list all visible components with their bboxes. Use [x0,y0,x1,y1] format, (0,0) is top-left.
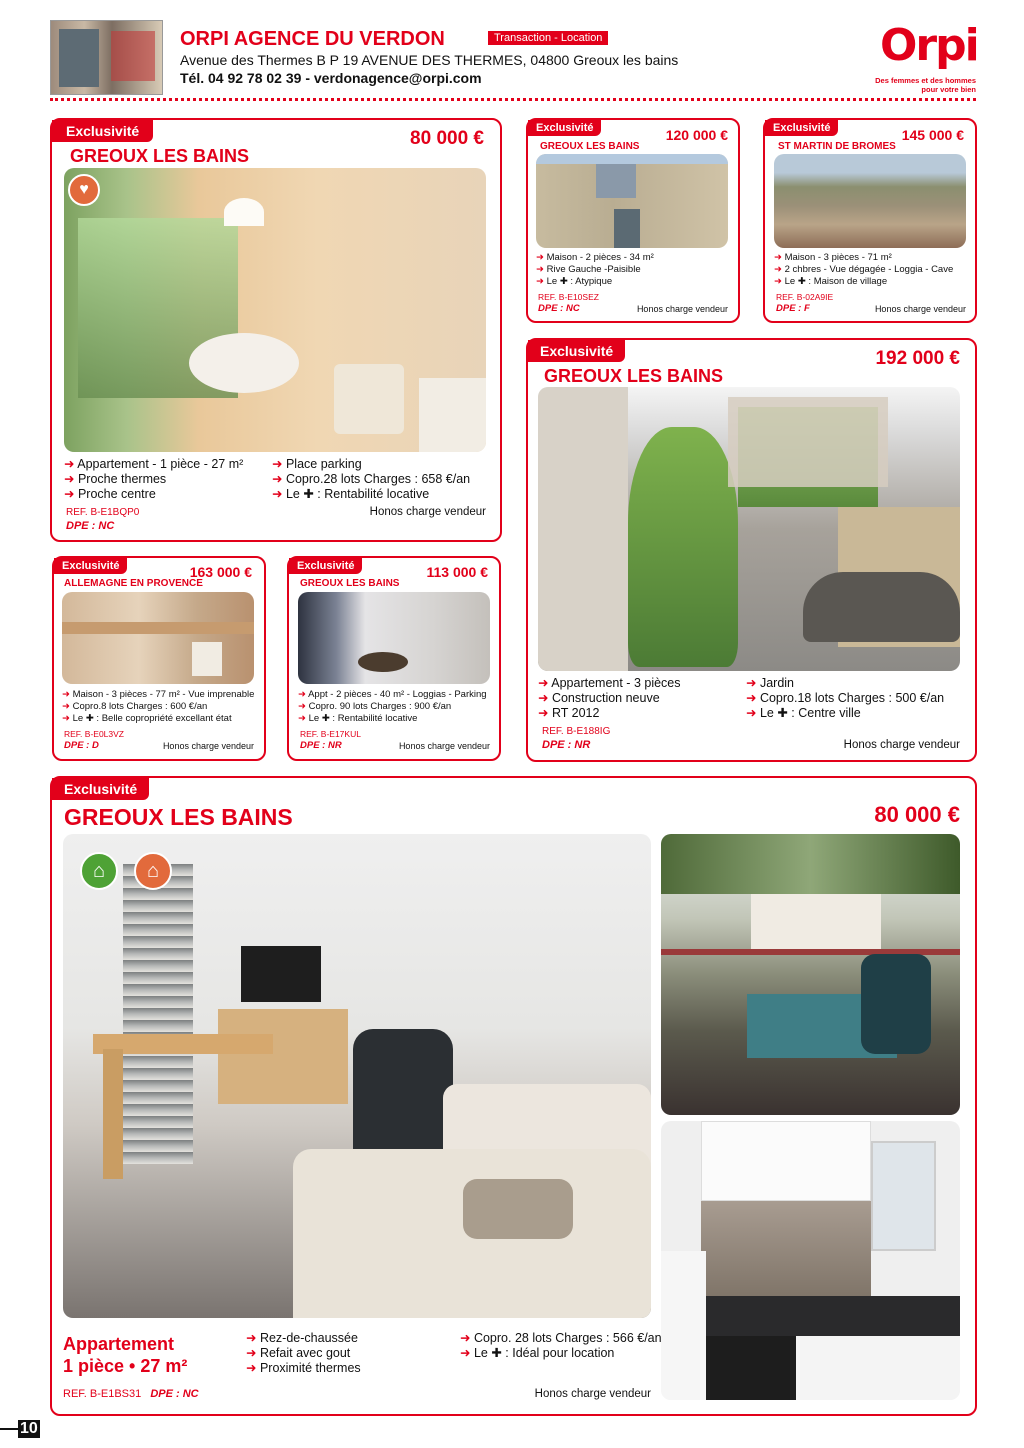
agency-name: ORPI AGENCE DU VERDON [180,28,445,50]
dotted-divider [50,98,976,101]
orpi-logo: Orpi [880,20,978,71]
exclusivity-badge: Exclusivité [528,340,625,362]
listing-features-mid: ➜ Rez-de-chaussée ➜ Refait avec gout ➜ Proximité thermes [246,1331,361,1376]
listing-features: ➜ Maison - 3 pièces - 71 m² ➜ 2 chbres - Vue dégagée - Loggia - Cave ➜ Le ✚ : Maison de village [774,252,953,288]
listing-features-right: ➜ Place parking ➜ Copro.28 lots Charges : 658 €/an ➜ Le ✚ : Rentabilité locative [272,457,470,502]
listing-fees: Honos charge vendeur [398,741,490,751]
energy-house-icon: ⌂ [80,852,118,890]
listing-price: 80 000 € [874,802,960,827]
listing-dpe: DPE : NC [538,303,580,314]
exclusivity-badge: Exclusivité [289,558,362,574]
exclusivity-badge: Exclusivité [52,778,149,800]
listing-price: 120 000 € [665,127,728,143]
listing-dpe: DPE : F [776,303,810,314]
listing-ref: REF. B-E17KUL [300,729,361,739]
listing-ref-row [63,1388,199,1400]
listing-price: 80 000 € [410,128,484,149]
listing-fees: Honos charge vendeur [534,1388,651,1400]
listing-photo-kitchen [661,1121,960,1400]
listing-fees: Honos charge vendeur [874,304,966,314]
listing-ref: REF. B-02A9IE [776,292,834,302]
listing-photo [298,592,490,684]
listing-photo-balcony [661,834,960,1115]
listing-price: 113 000 € [426,564,488,580]
exclusivity-badge: Exclusivité [52,120,153,142]
listing-fees: Honos charge vendeur [843,739,960,751]
listing-photo [62,592,254,684]
agency-contact: Tél. 04 92 78 02 39 - verdonagence@orpi.com [180,70,482,86]
page-number-line [0,1428,20,1430]
listing-city: GREOUX LES BAINS [300,578,400,589]
listing-ref: REF. B-E10SEZ [538,292,599,302]
listing-ref: REF. B-E1BQP0 [66,507,140,518]
orpi-slogan: Des femmes et des hommes pour votre bien [875,76,976,94]
listing-features: ➜ Maison - 3 pièces - 77 m² - Vue imprenable ➜ Copro.8 lots Charges : 600 €/an ➜ Le ✚ : Belle copropriété excellant état [62,689,254,725]
listing-city: ST MARTIN DE BROMES [778,141,896,152]
exclusivity-badge: Exclusivité [765,120,838,136]
listing-city: GREOUX LES BAINS [544,366,724,386]
listing-photo [774,154,966,248]
listing-fees: Honos charge vendeur [369,506,486,518]
listing-dpe: DPE : NR [542,739,591,751]
listing-city: GREOUX LES BAINS [70,146,250,166]
listing-price: 145 000 € [901,127,964,143]
listing-features-left: ➜ Appartement - 1 pièce - 27 m² ➜ Proche thermes ➜ Proche centre [64,457,243,502]
listing-photo [538,387,960,671]
agency-address: Avenue des Thermes B P 19 AVENUE DES THERMES, 04800 Greoux les bains [180,52,679,68]
listing-photo [536,154,728,248]
listing-dpe: DPE : D [64,740,99,751]
listing-features: ➜ Maison - 2 pièces - 34 m² ➜ Rive Gauche -Paisible ➜ Le ✚ : Atypique [536,252,654,288]
listing-features-right: ➜ Jardin ➜ Copro.18 lots Charges : 500 €/an ➜ Le ✚ : Centre ville [746,676,944,721]
listing-city: GREOUX LES BAINS [64,804,293,830]
listing-photo [64,168,486,452]
listing-city: ALLEMAGNE EN PROVENCE [64,578,203,589]
exclusivity-badge: Exclusivité [54,558,127,574]
energy-heart-icon: ⌂ [134,852,172,890]
listing-fees: Honos charge vendeur [162,741,254,751]
listing-type: Appartement 1 pièce • 27 m² [63,1334,188,1376]
listing-features-right: ➜ Copro. 28 lots Charges : 566 €/an ➜ Le ✚ : Idéal pour location [460,1331,662,1361]
listing-dpe: DPE : NC [150,1388,199,1400]
exclusivity-badge: Exclusivité [528,120,601,136]
listing-features-left: ➜ Appartement - 3 pièces ➜ Construction neuve ➜ RT 2012 [538,676,681,721]
listing-dpe: DPE : NC [66,520,115,532]
listing-dpe: DPE : NR [300,740,342,751]
listing-features: ➜ Appt - 2 pièces - 40 m² - Loggias - Parking ➜ Copro. 90 lots Charges : 900 €/an ➜ Le ✚ : Rentabilité locative [298,689,487,725]
listing-ref: REF. B-E188IG [542,726,611,737]
listing-price: 163 000 € [189,564,252,580]
listing-city: GREOUX LES BAINS [540,141,640,152]
agency-tag: Transaction - Location [488,31,608,45]
agency-photo [50,20,163,95]
listing-photo-main [63,834,651,1318]
listing-ref: REF. B-E0L3VZ [64,729,124,739]
energy-heart-icon: ♥ [68,174,100,206]
listing-price: 192 000 € [875,348,960,369]
listing-ref: REF. B-E1BS31 [63,1388,142,1400]
page-number: 10 [20,1420,38,1437]
listing-fees: Honos charge vendeur [636,304,728,314]
